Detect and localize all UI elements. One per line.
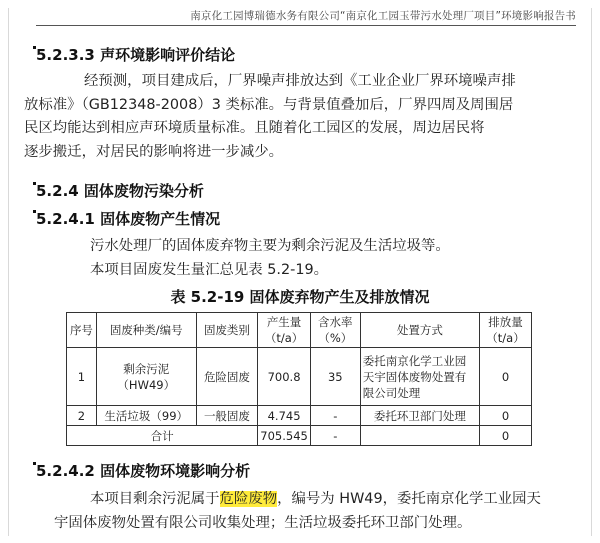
table-cell: 700.8 [258,348,311,406]
table-cell: - [310,426,360,446]
table-row-total [67,426,532,446]
heading-5-2-4-1: 5.2.4.1 固体废物产生情况 [36,210,221,228]
table-caption: 表 5.2-19 固体废弃物产生及排放情况 [170,288,430,306]
table-cell: 委托南京化学工业园天宇固体废物处置有限公司处理 [360,348,479,406]
paragraph-noise-conclusion [24,70,574,164]
page-border-left [8,8,9,536]
table-cell: 1 [67,348,97,406]
table-cell: 委托环卫部门处理 [360,406,479,426]
text-span: 本项目剩余污泥属于 [90,491,220,507]
col-header-index: 序号 [67,313,97,348]
table-cell: 2 [67,406,97,426]
solid-waste-table [66,312,532,446]
paragraph-line: 经预测，项目建成后，厂界噪声排放达到《工业企业厂界环境噪声排 [84,73,516,89]
col-header-category: 固废类别 [196,313,258,348]
table-cell: 0 [480,426,532,446]
table-cell: 危险固废 [196,348,258,406]
page-border-right [591,8,592,536]
table-cell [360,426,479,446]
table-cell-total-label: 合计 [67,426,258,446]
heading-5-2-3-3: 5.2.3.3 声环境影响评价结论 [36,46,236,64]
text-span: ，编号为 HW49，委托南京化学工业园天 [277,491,541,507]
page-header: 南京化工园博瑞德水务有限公司“南京化工园玉带污水处理厂项目”环境影响报告书 [190,10,576,22]
col-header-disposal: 处置方式 [360,313,479,348]
table-cell: 生活垃圾（99） [96,406,196,426]
paragraph-table-reference: 本项目固废发生量汇总见表 5.2-19。 [90,262,329,278]
paragraph-line: 放标准》（GB12348-2008）3 类标准。与背景值叠加后，厂界四周及周围居 [24,96,514,113]
table-row [67,406,532,426]
col-header-waste-type: 固废种类/编号 [96,313,196,348]
table-header-row [67,313,532,348]
paragraph-line: 民区均能达到相应声环境质量标准。且随着化工园区的发展，周边居民将 [24,120,485,136]
table-cell: 4.745 [258,406,311,426]
table-cell: 剩余污泥（HW49） [96,348,196,406]
table-cell: - [310,406,360,426]
paragraph-waste-impact-line2: 宇固体废物处置有限公司收集处理；生活垃圾委托环卫部门处理。 [54,515,472,531]
highlighted-text: 危险废物 [219,491,278,507]
table-cell: 0 [480,406,532,426]
paragraph-waste-impact-line1 [90,487,541,508]
heading-5-2-4-2: 5.2.4.2 固体废物环境影响分析 [36,462,251,480]
table-cell: 705.545 [258,426,311,446]
paragraph-line: 逐步搬迁，对居民的影响将进一步减少。 [24,143,284,160]
col-header-discharge: 排放量（t/a） [480,313,532,348]
paragraph-solid-waste-types: 污水处理厂的固体废弃物主要为剩余污泥及生活垃圾等。 [90,238,450,254]
table-cell: 0 [480,348,532,406]
col-header-moisture: 含水率（%） [310,313,360,348]
col-header-output: 产生量（t/a） [258,313,311,348]
header-rule [36,25,576,26]
table-cell: 一般固废 [196,406,258,426]
table-cell: 35 [310,348,360,406]
table-row [67,348,532,406]
heading-5-2-4: 5.2.4 固体废物污染分析 [36,182,204,200]
